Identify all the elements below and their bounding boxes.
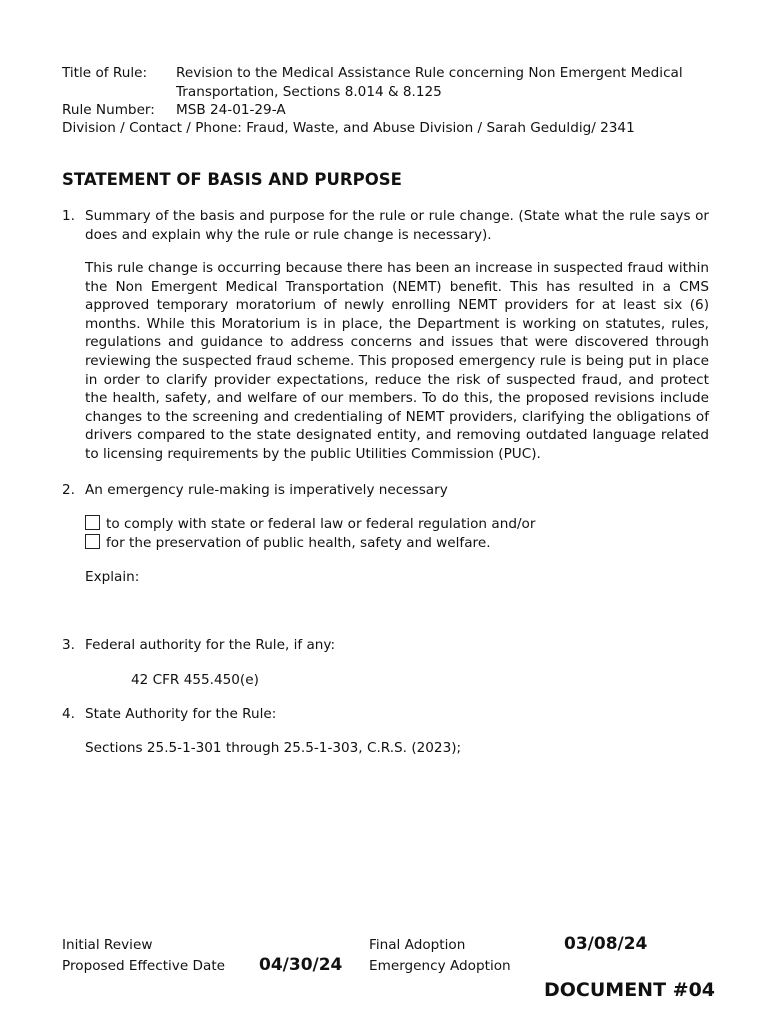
- title-line-2: Transportation, Sections 8.014 & 8.125: [176, 83, 442, 100]
- rule-number-label: Rule Number:: [62, 102, 155, 118]
- item-2-number: 2.: [62, 482, 75, 498]
- explain-label: Explain:: [85, 569, 140, 585]
- title-of-rule-label: Title of Rule:: [62, 65, 148, 81]
- rule-number-value: MSB 24-01-29-A: [176, 102, 286, 118]
- item-4-number: 4.: [62, 706, 75, 722]
- item-4-prompt: State Authority for the Rule:: [85, 706, 277, 722]
- document-number: DOCUMENT #04: [544, 979, 716, 1001]
- emergency-adoption-label: Emergency Adoption: [369, 958, 511, 974]
- item-1-prompt: Summary of the basis and purpose for the rule or rule change. (State what the rule says or does and explain why the rule or rule change is necessary).: [85, 208, 709, 243]
- final-adoption-date: 03/08/24: [564, 934, 648, 954]
- title-of-rule-value: [176, 64, 736, 101]
- initial-review-label: Initial Review: [62, 937, 153, 953]
- title-line-1: Revision to the Medical Assistance Rule concerning Non Emergent Medical: [176, 65, 683, 81]
- division-value: Fraud, Waste, and Abuse Division / Sarah Geduldig/ 2341: [246, 120, 635, 136]
- item-3-prompt: Federal authority for the Rule, if any:: [85, 637, 336, 653]
- option-comply-label: to comply with state or federal law or federal regulation and/or: [106, 516, 536, 532]
- option-preservation-row[interactable]: [85, 534, 491, 553]
- federal-authority-value: 42 CFR 455.450(e): [131, 672, 259, 688]
- option-comply-row[interactable]: [85, 515, 535, 534]
- comply-checkbox[interactable]: [85, 515, 100, 530]
- proposed-effective-date: 04/30/24: [259, 955, 343, 975]
- option-preservation-label: for the preservation of public health, safety and welfare.: [106, 535, 491, 551]
- division-label: Division / Contact / Phone:: [62, 120, 242, 136]
- item-2-prompt: An emergency rule-making is imperatively necessary: [85, 482, 448, 498]
- item-1-body: This rule change is occurring because there has been an increase in suspected fraud within the Non Emergent Medical Transportation (NEMT) benefit. This has resulted in a CMS approved temporary moratorium of newly enrolling NEMT providers for at least six (6) months. While this Moratorium is in place, the Department is working on statutes, rules, regulations and guidance to address concerns and issues that were discovered through reviewing the suspected fraud scheme. This proposed emergency rule is being put in place in order to clarify provider expectations, reduce the risk of suspected fraud, and protect the health, safety, and welfare of our members. To do this, the proposed revisions include changes to the screening and credentialing of NEMT providers, clarifying the obligations of drivers compared to the state designated entity, and removing outdated language related to licensing requirements by the public Utilities Commission (PUC).: [85, 260, 709, 462]
- item-3-number: 3.: [62, 637, 75, 653]
- state-authority-value: Sections 25.5-1-301 through 25.5-1-303, C.R.S. (2023);: [85, 740, 462, 756]
- item-1-number: 1.: [62, 208, 75, 224]
- division-line: [62, 119, 635, 138]
- final-adoption-label: Final Adoption: [369, 937, 466, 953]
- statement-title: STATEMENT OF BASIS AND PURPOSE: [62, 170, 402, 189]
- proposed-effective-label: Proposed Effective Date: [62, 958, 226, 974]
- preservation-checkbox[interactable]: [85, 534, 100, 549]
